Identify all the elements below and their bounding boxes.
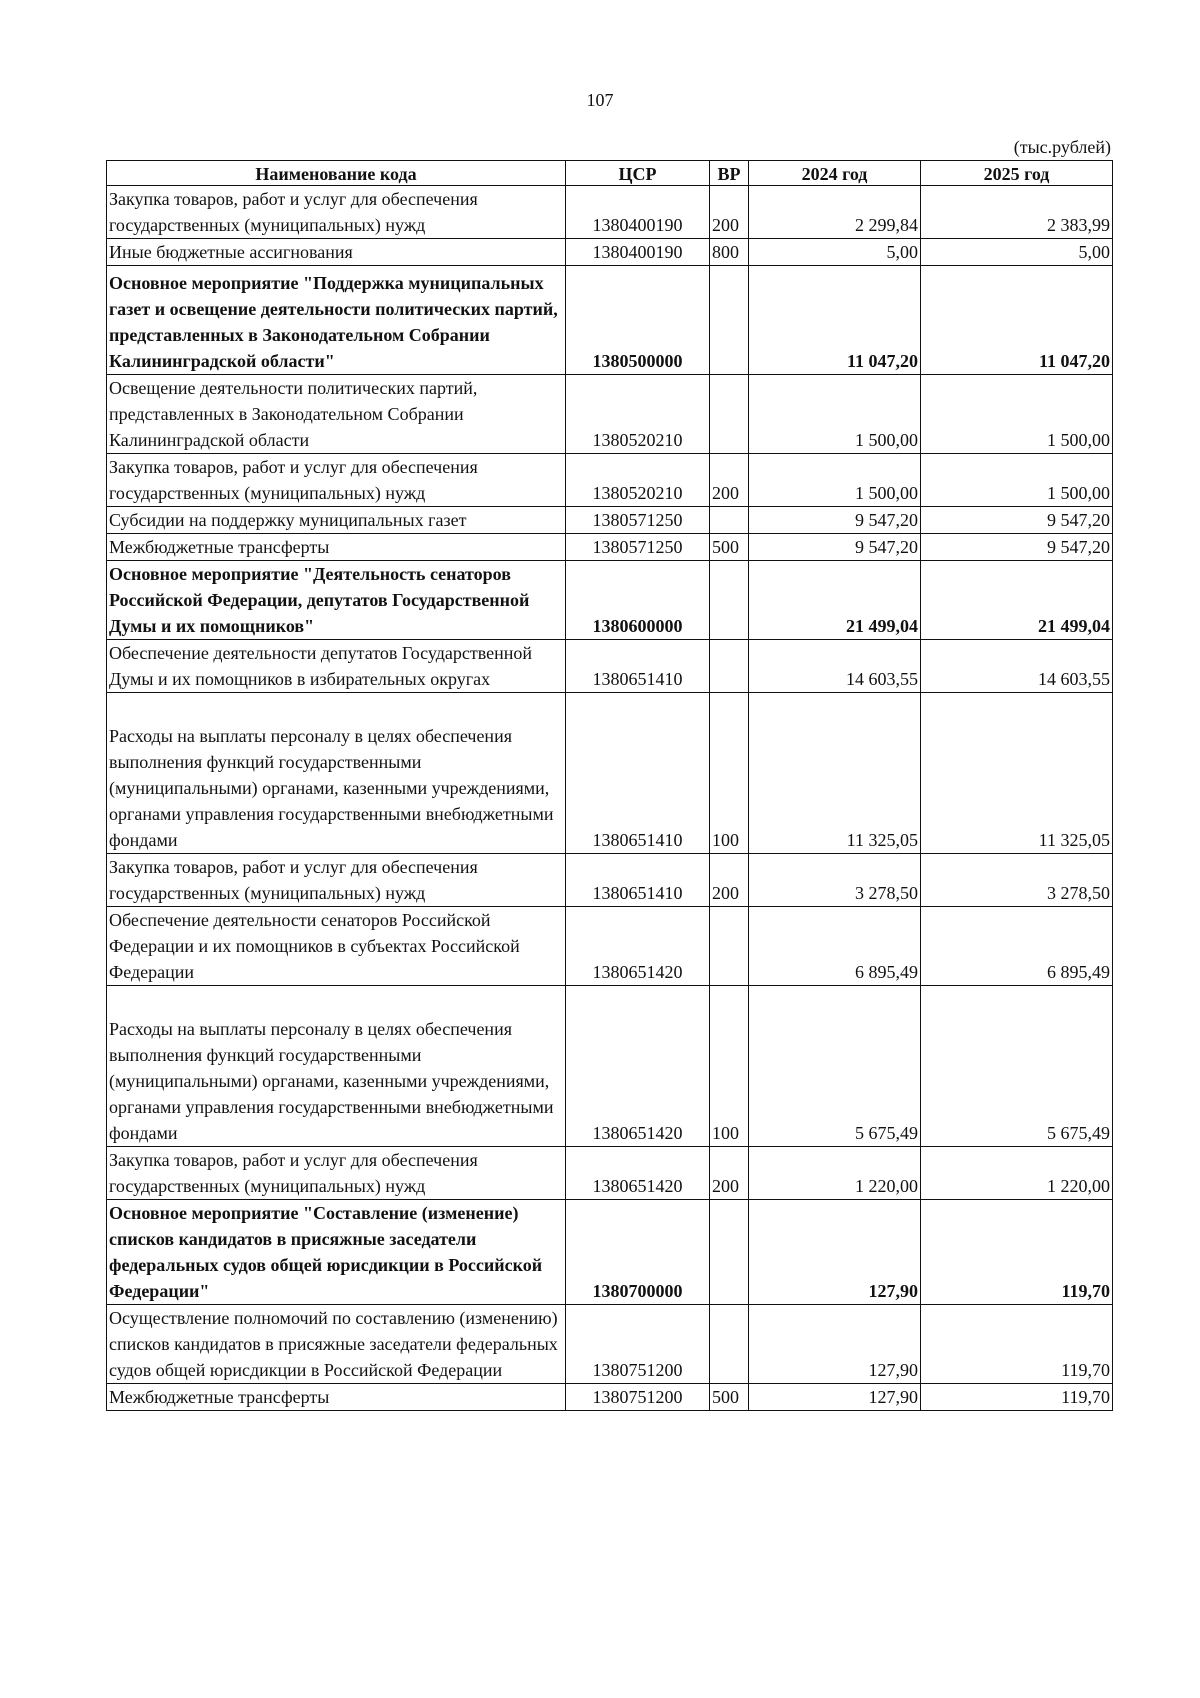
header-vr: ВР xyxy=(710,161,749,186)
row-2024: 3 278,50 xyxy=(749,854,921,907)
row-name: Закупка товаров, работ и услуг для обеспечения государственных (муниципальных) нужд xyxy=(107,454,566,507)
row-2025: 1 500,00 xyxy=(921,454,1113,507)
row-2025: 11 047,20 xyxy=(921,266,1113,375)
row-csr: 1380751200 xyxy=(566,1384,710,1411)
table-row-main-event xyxy=(107,266,1113,375)
table-row-main-event xyxy=(107,561,1113,640)
row-2024: 127,90 xyxy=(749,1305,921,1384)
header-2025: 2025 год xyxy=(921,161,1113,186)
row-name: Субсидии на поддержку муниципальных газет xyxy=(107,507,566,534)
row-vr xyxy=(710,1305,749,1384)
row-2025: 6 895,49 xyxy=(921,907,1113,986)
row-name: Обеспечение деятельности депутатов Государственной Думы и их помощников в избирательных округах xyxy=(107,640,566,693)
row-2024: 5 675,49 xyxy=(749,986,921,1147)
header-row xyxy=(107,161,1113,186)
row-2024: 9 547,20 xyxy=(749,507,921,534)
table-row xyxy=(107,186,1113,239)
table-row xyxy=(107,640,1113,693)
table-row xyxy=(107,693,1113,854)
row-csr: 1380571250 xyxy=(566,534,710,561)
row-2024: 6 895,49 xyxy=(749,907,921,986)
units-label: (тыс.рублей) xyxy=(1013,137,1111,157)
row-vr xyxy=(710,561,749,640)
table-row xyxy=(107,239,1113,266)
row-csr: 1380400190 xyxy=(566,186,710,239)
row-name: Расходы на выплаты персоналу в целях обеспечения выполнения функций государственными (муниципальными) органами, казенными учреждениями, органами управления государственными внебюджетными фондами xyxy=(107,693,566,854)
row-csr: 1380600000 xyxy=(566,561,710,640)
row-2024: 5,00 xyxy=(749,239,921,266)
row-2025: 9 547,20 xyxy=(921,507,1113,534)
row-2025: 119,70 xyxy=(921,1305,1113,1384)
row-2024: 9 547,20 xyxy=(749,534,921,561)
row-name: Межбюджетные трансферты xyxy=(107,534,566,561)
table-row xyxy=(107,854,1113,907)
row-vr: 100 xyxy=(710,986,749,1147)
table-row xyxy=(107,907,1113,986)
row-vr: 500 xyxy=(710,534,749,561)
row-csr: 1380651420 xyxy=(566,986,710,1147)
row-vr: 800 xyxy=(710,239,749,266)
row-name: Основное мероприятие "Составление (изменение) списков кандидатов в присяжные заседатели федеральных судов общей юрисдикции в Российской Федерации" xyxy=(107,1200,566,1305)
row-csr: 1380520210 xyxy=(566,454,710,507)
row-csr: 1380651410 xyxy=(566,854,710,907)
row-2025: 11 325,05 xyxy=(921,693,1113,854)
row-vr: 500 xyxy=(710,1384,749,1411)
header-csr: ЦСР xyxy=(566,161,710,186)
table-row xyxy=(107,507,1113,534)
row-name: Обеспечение деятельности сенаторов Российской Федерации и их помощников в субъектах Российской Федерации xyxy=(107,907,566,986)
table-row xyxy=(107,1384,1113,1411)
row-csr: 1380571250 xyxy=(566,507,710,534)
row-csr: 1380651420 xyxy=(566,1147,710,1200)
row-2025: 119,70 xyxy=(921,1200,1113,1305)
row-vr: 200 xyxy=(710,1147,749,1200)
row-2025: 3 278,50 xyxy=(921,854,1113,907)
row-2025: 21 499,04 xyxy=(921,561,1113,640)
table-row xyxy=(107,986,1113,1147)
row-name: Межбюджетные трансферты xyxy=(107,1384,566,1411)
row-2025: 9 547,20 xyxy=(921,534,1113,561)
row-name: Расходы на выплаты персоналу в целях обеспечения выполнения функций государственными (муниципальными) органами, казенными учреждениями, органами управления государственными внебюджетными фондами xyxy=(107,986,566,1147)
row-name: Закупка товаров, работ и услуг для обеспечения государственных (муниципальных) нужд xyxy=(107,854,566,907)
row-csr: 1380651420 xyxy=(566,907,710,986)
row-vr xyxy=(710,375,749,454)
header-name: Наименование кода xyxy=(107,161,566,186)
row-name: Закупка товаров, работ и услуг для обеспечения государственных (муниципальных) нужд xyxy=(107,186,566,239)
row-2025: 119,70 xyxy=(921,1384,1113,1411)
table-row xyxy=(107,534,1113,561)
table-row xyxy=(107,375,1113,454)
row-2024: 127,90 xyxy=(749,1384,921,1411)
row-2025: 1 500,00 xyxy=(921,375,1113,454)
row-vr: 100 xyxy=(710,693,749,854)
header-2024: 2024 год xyxy=(749,161,921,186)
row-vr xyxy=(710,640,749,693)
row-csr: 1380651410 xyxy=(566,640,710,693)
row-name: Осуществление полномочий по составлению (изменению) списков кандидатов в присяжные заседатели федеральных судов общей юрисдикции в Российской Федерации xyxy=(107,1305,566,1384)
row-csr: 1380500000 xyxy=(566,266,710,375)
page-number: 107 xyxy=(586,90,614,110)
row-2024: 2 299,84 xyxy=(749,186,921,239)
row-csr: 1380651410 xyxy=(566,693,710,854)
row-2025: 2 383,99 xyxy=(921,186,1113,239)
row-vr: 200 xyxy=(710,186,749,239)
row-csr: 1380400190 xyxy=(566,239,710,266)
row-csr: 1380751200 xyxy=(566,1305,710,1384)
row-csr: 1380700000 xyxy=(566,1200,710,1305)
row-2025: 5,00 xyxy=(921,239,1113,266)
row-csr: 1380520210 xyxy=(566,375,710,454)
row-2024: 127,90 xyxy=(749,1200,921,1305)
row-2024: 14 603,55 xyxy=(749,640,921,693)
table-row xyxy=(107,1305,1113,1384)
row-2025: 5 675,49 xyxy=(921,986,1113,1147)
budget-table xyxy=(106,160,1113,1411)
row-2024: 1 220,00 xyxy=(749,1147,921,1200)
row-2025: 1 220,00 xyxy=(921,1147,1113,1200)
row-2024: 1 500,00 xyxy=(749,375,921,454)
table-row xyxy=(107,454,1113,507)
row-vr xyxy=(710,266,749,375)
row-2024: 11 325,05 xyxy=(749,693,921,854)
row-2024: 1 500,00 xyxy=(749,454,921,507)
row-name: Освещение деятельности политических партий, представленных в Законодательном Собрании Калининградской области xyxy=(107,375,566,454)
row-vr: 200 xyxy=(710,854,749,907)
table-row-main-event xyxy=(107,1200,1113,1305)
row-vr xyxy=(710,907,749,986)
row-2024: 21 499,04 xyxy=(749,561,921,640)
row-vr xyxy=(710,507,749,534)
row-vr: 200 xyxy=(710,454,749,507)
row-name: Основное мероприятие "Поддержка муниципальных газет и освещение деятельности политических партий, представленных в Законодательном Собрании Калининградской области" xyxy=(107,266,566,375)
row-2025: 14 603,55 xyxy=(921,640,1113,693)
row-name: Иные бюджетные ассигнования xyxy=(107,239,566,266)
row-2024: 11 047,20 xyxy=(749,266,921,375)
row-name: Закупка товаров, работ и услуг для обеспечения государственных (муниципальных) нужд xyxy=(107,1147,566,1200)
table-row xyxy=(107,1147,1113,1200)
row-vr xyxy=(710,1200,749,1305)
row-name: Основное мероприятие "Деятельность сенаторов Российской Федерации, депутатов Государственной Думы и их помощников" xyxy=(107,561,566,640)
